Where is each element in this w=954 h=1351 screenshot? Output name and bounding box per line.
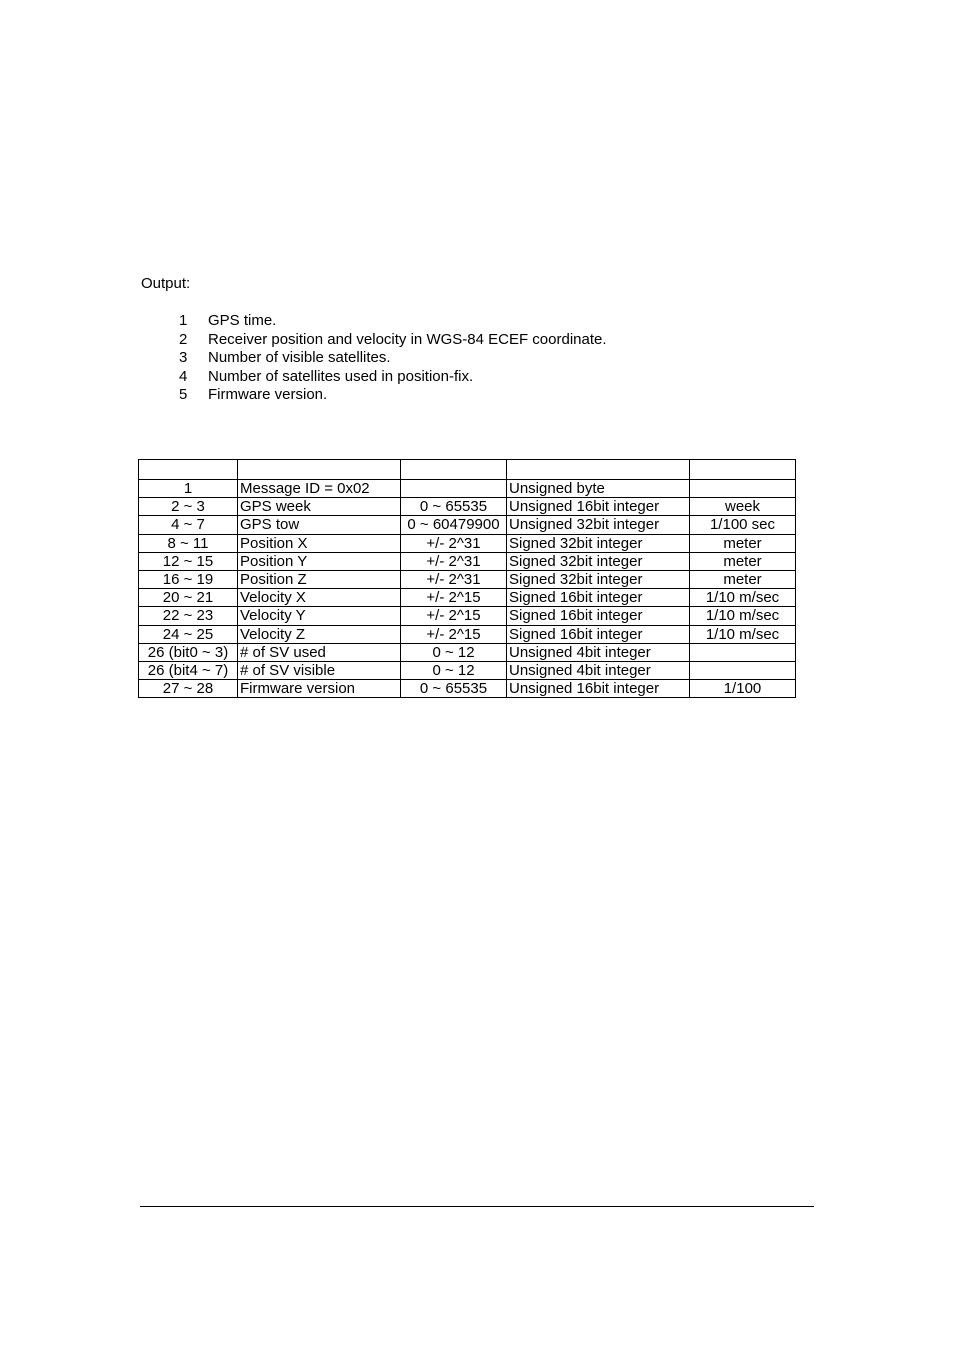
type-cell: Signed 32bit integer bbox=[507, 552, 690, 570]
field-cell: Position Z bbox=[238, 570, 401, 588]
range-cell: +/- 2^15 bbox=[401, 625, 507, 643]
unit-cell: meter bbox=[690, 552, 796, 570]
byte-cell: 16 ~ 19 bbox=[139, 570, 238, 588]
type-cell: Signed 32bit integer bbox=[507, 570, 690, 588]
table-row bbox=[139, 498, 796, 516]
table-row bbox=[139, 607, 796, 625]
unit-cell: 1/10 m/sec bbox=[690, 625, 796, 643]
byte-cell: 1 bbox=[139, 480, 238, 498]
byte-cell: 27 ~ 28 bbox=[139, 680, 238, 698]
header-cell bbox=[690, 460, 796, 480]
byte-cell: 22 ~ 23 bbox=[139, 607, 238, 625]
table-row bbox=[139, 570, 796, 588]
header-cell bbox=[401, 460, 507, 480]
field-cell: GPS tow bbox=[238, 516, 401, 534]
unit-cell: week bbox=[690, 498, 796, 516]
list-item-number: 3 bbox=[179, 349, 188, 366]
list-item bbox=[176, 349, 607, 368]
list-item bbox=[176, 312, 607, 331]
header-cell bbox=[238, 460, 401, 480]
type-cell: Unsigned 4bit integer bbox=[507, 661, 690, 679]
field-cell: # of SV visible bbox=[238, 661, 401, 679]
table-row bbox=[139, 643, 796, 661]
field-cell: Velocity Z bbox=[238, 625, 401, 643]
range-cell: 0 ~ 65535 bbox=[401, 680, 507, 698]
range-cell: +/- 2^15 bbox=[401, 589, 507, 607]
range-cell: +/- 2^31 bbox=[401, 552, 507, 570]
byte-cell: 2 ~ 3 bbox=[139, 498, 238, 516]
unit-cell: 1/100 sec bbox=[690, 516, 796, 534]
type-cell: Unsigned 32bit integer bbox=[507, 516, 690, 534]
table-header-row bbox=[139, 460, 796, 480]
type-cell: Unsigned 4bit integer bbox=[507, 643, 690, 661]
field-cell: Position Y bbox=[238, 552, 401, 570]
table-row bbox=[139, 480, 796, 498]
field-cell: Position X bbox=[238, 534, 401, 552]
field-cell: Velocity Y bbox=[238, 607, 401, 625]
byte-cell: 26 (bit0 ~ 3) bbox=[139, 643, 238, 661]
range-cell: 0 ~ 12 bbox=[401, 661, 507, 679]
header-cell bbox=[139, 460, 238, 480]
unit-cell: meter bbox=[690, 570, 796, 588]
type-cell: Signed 16bit integer bbox=[507, 589, 690, 607]
table-row bbox=[139, 589, 796, 607]
table-row bbox=[139, 552, 796, 570]
list-item-number: 5 bbox=[179, 386, 188, 403]
range-cell bbox=[401, 480, 507, 498]
byte-cell: 4 ~ 7 bbox=[139, 516, 238, 534]
list-item-number: 1 bbox=[179, 312, 188, 329]
output-heading: Output: bbox=[141, 275, 191, 292]
type-cell: Signed 16bit integer bbox=[507, 607, 690, 625]
header-cell bbox=[507, 460, 690, 480]
list-item bbox=[176, 386, 607, 405]
type-cell: Unsigned 16bit integer bbox=[507, 498, 690, 516]
byte-cell: 12 ~ 15 bbox=[139, 552, 238, 570]
type-cell: Unsigned byte bbox=[507, 480, 690, 498]
unit-cell bbox=[690, 661, 796, 679]
unit-cell: 1/10 m/sec bbox=[690, 607, 796, 625]
list-item-text: Receiver position and velocity in WGS-84 ECEF coordinate. bbox=[208, 330, 607, 348]
table-row bbox=[139, 516, 796, 534]
range-cell: 0 ~ 12 bbox=[401, 643, 507, 661]
unit-cell: 1/100 bbox=[690, 680, 796, 698]
list-item-text: GPS time. bbox=[208, 312, 277, 329]
byte-cell: 24 ~ 25 bbox=[139, 625, 238, 643]
byte-cell: 20 ~ 21 bbox=[139, 589, 238, 607]
field-cell: Message ID = 0x02 bbox=[238, 480, 401, 498]
field-cell: GPS week bbox=[238, 498, 401, 516]
list-item-number: 4 bbox=[179, 367, 188, 385]
range-cell: +/- 2^31 bbox=[401, 534, 507, 552]
unit-cell bbox=[690, 643, 796, 661]
type-cell: Unsigned 16bit integer bbox=[507, 680, 690, 698]
range-cell: +/- 2^15 bbox=[401, 607, 507, 625]
unit-cell bbox=[690, 480, 796, 498]
unit-cell: 1/10 m/sec bbox=[690, 589, 796, 607]
message-field-table bbox=[138, 459, 796, 698]
byte-cell: 8 ~ 11 bbox=[139, 534, 238, 552]
list-item-text: Firmware version. bbox=[208, 386, 328, 403]
field-cell: Velocity X bbox=[238, 589, 401, 607]
field-cell: Firmware version bbox=[238, 680, 401, 698]
range-cell: 0 ~ 60479900 bbox=[401, 516, 507, 534]
field-cell: # of SV used bbox=[238, 643, 401, 661]
type-cell: Signed 16bit integer bbox=[507, 625, 690, 643]
byte-cell: 26 (bit4 ~ 7) bbox=[139, 661, 238, 679]
table-row bbox=[139, 661, 796, 679]
list-item-text: Number of visible satellites. bbox=[208, 349, 391, 366]
type-cell: Signed 32bit integer bbox=[507, 534, 690, 552]
list-item-text: Number of satellites used in position-fix. bbox=[208, 367, 474, 385]
range-cell: 0 ~ 65535 bbox=[401, 498, 507, 516]
table-row bbox=[139, 625, 796, 643]
list-item bbox=[176, 331, 607, 350]
list-item bbox=[176, 368, 607, 387]
output-list bbox=[176, 312, 607, 405]
unit-cell: meter bbox=[690, 534, 796, 552]
list-item-number: 2 bbox=[179, 330, 188, 348]
table-row bbox=[139, 534, 796, 552]
table-row bbox=[139, 680, 796, 698]
range-cell: +/- 2^31 bbox=[401, 570, 507, 588]
footer-divider bbox=[140, 1206, 814, 1207]
